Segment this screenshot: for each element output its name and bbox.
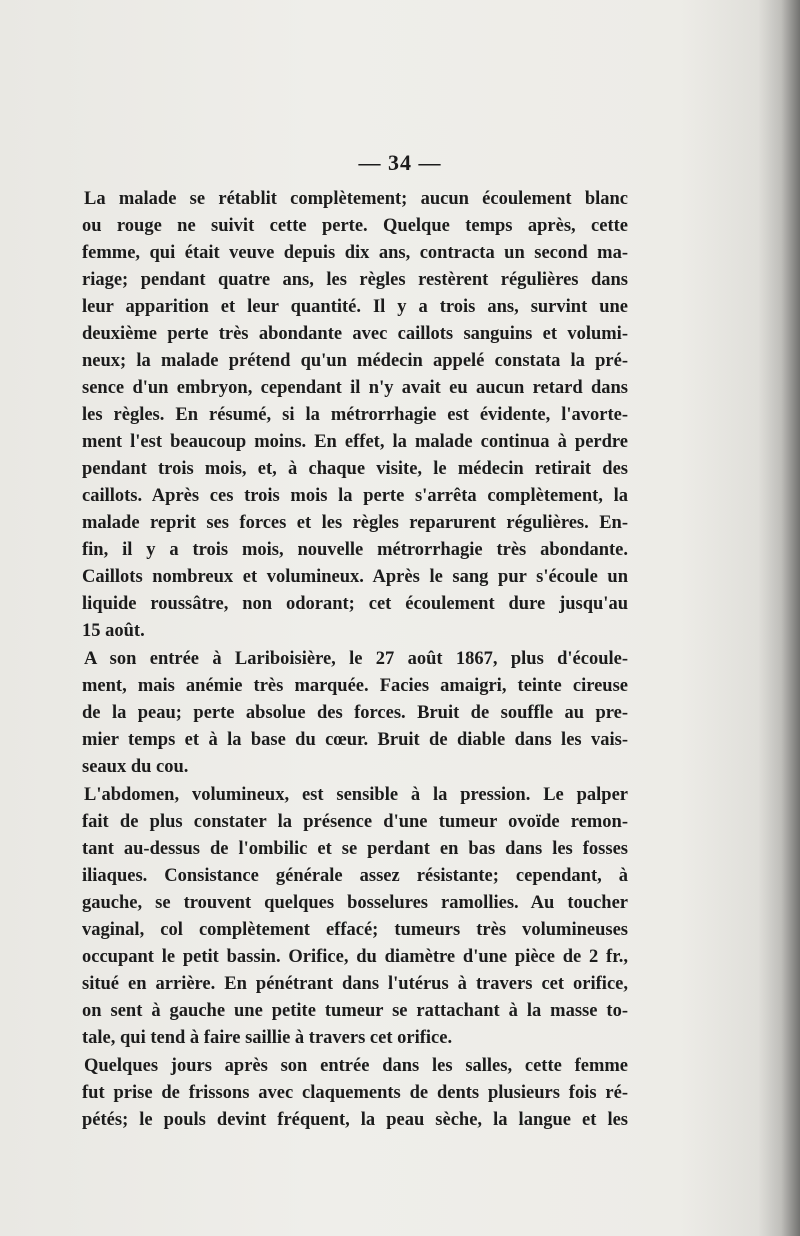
- text-line: Quelques jours après son entrée dans les salles, cette femme: [84, 1056, 628, 1076]
- text-line: malade reprit ses forces et les règles reparurent régulières. En-: [82, 513, 628, 533]
- page-number: — 34 —: [358, 150, 442, 175]
- text-line: deuxième perte très abondante avec caillots sanguins et volumi-: [82, 324, 628, 344]
- text-line: pendant trois mois, et, à chaque visite, le médecin retirait des: [82, 459, 628, 479]
- paragraph-4: [82, 1053, 628, 1134]
- text-line: ment l'est beaucoup moins. En effet, la malade continua à perdre: [82, 432, 628, 452]
- text-line: iliaques. Consistance générale assez résistante; cependant, à: [82, 866, 628, 886]
- text-line: Caillots nombreux et volumineux. Après le sang pur s'écoule un: [82, 567, 628, 587]
- paragraph-3: [82, 782, 628, 1052]
- text-line: neux; la malade prétend qu'un médecin appelé constata la pré-: [82, 351, 628, 371]
- text-line: on sent à gauche une petite tumeur se rattachant à la masse to-: [82, 1001, 628, 1021]
- text-line: fait de plus constater la présence d'une tumeur ovoïde remon-: [82, 812, 628, 832]
- text-line: L'abdomen, volumineux, est sensible à la pression. Le palper: [84, 785, 628, 805]
- text-line: ou rouge ne suivit cette perte. Quelque temps après, cette: [82, 216, 628, 236]
- text-line: ment, mais anémie très marquée. Facies amaigri, teinte cireuse: [82, 676, 628, 696]
- text-line: seaux du cou.: [82, 757, 189, 777]
- text-line: A son entrée à Lariboisière, le 27 août 1867, plus d'écoule-: [84, 649, 628, 669]
- page-edge-shadow: [758, 0, 800, 1236]
- text-line: tale, qui tend à faire saillie à travers cet orifice.: [82, 1028, 453, 1048]
- paragraph-2: [82, 646, 628, 781]
- text-line: fut prise de frissons avec claquements de dents plusieurs fois ré-: [82, 1083, 628, 1103]
- paragraph-1: [82, 186, 628, 645]
- text-line: tant au-dessus de l'ombilic et se perdant en bas dans les fosses: [82, 839, 628, 859]
- text-line: vaginal, col complètement effacé; tumeurs très volumineuses: [82, 920, 628, 940]
- text-line: occupant le petit bassin. Orifice, du diamètre d'une pièce de 2 fr.,: [82, 947, 628, 967]
- text-line: 15 août.: [82, 621, 145, 641]
- text-line: situé en arrière. En pénétrant dans l'utérus à travers cet orifice,: [82, 974, 628, 994]
- text-line: liquide roussâtre, non odorant; cet écoulement dure jusqu'au: [82, 594, 628, 614]
- text-line: gauche, se trouvent quelques bosselures ramollies. Au toucher: [82, 893, 628, 913]
- text-line: pétés; le pouls devint fréquent, la peau sèche, la langue et les: [82, 1110, 628, 1130]
- text-line: mier temps et à la base du cœur. Bruit de diable dans les vais-: [82, 730, 628, 750]
- text-line: de la peau; perte absolue des forces. Bruit de souffle au pre-: [82, 703, 628, 723]
- text-line: femme, qui était veuve depuis dix ans, contracta un second ma-: [82, 243, 628, 263]
- body-text: [82, 186, 628, 1134]
- text-line: La malade se rétablit complètement; aucun écoulement blanc: [84, 189, 628, 209]
- text-line: riage; pendant quatre ans, les règles restèrent régulières dans: [82, 270, 628, 290]
- text-line: caillots. Après ces trois mois la perte s'arrêta complètement, la: [82, 486, 628, 506]
- text-line: sence d'un embryon, cependant il n'y avait eu aucun retard dans: [82, 378, 628, 398]
- text-line: leur apparition et leur quantité. Il y a trois ans, survint une: [82, 297, 628, 317]
- text-line: fin, il y a trois mois, nouvelle métrorrhagie très abondante.: [82, 540, 628, 560]
- text-line: les règles. En résumé, si la métrorrhagie est évidente, l'avorte-: [82, 405, 628, 425]
